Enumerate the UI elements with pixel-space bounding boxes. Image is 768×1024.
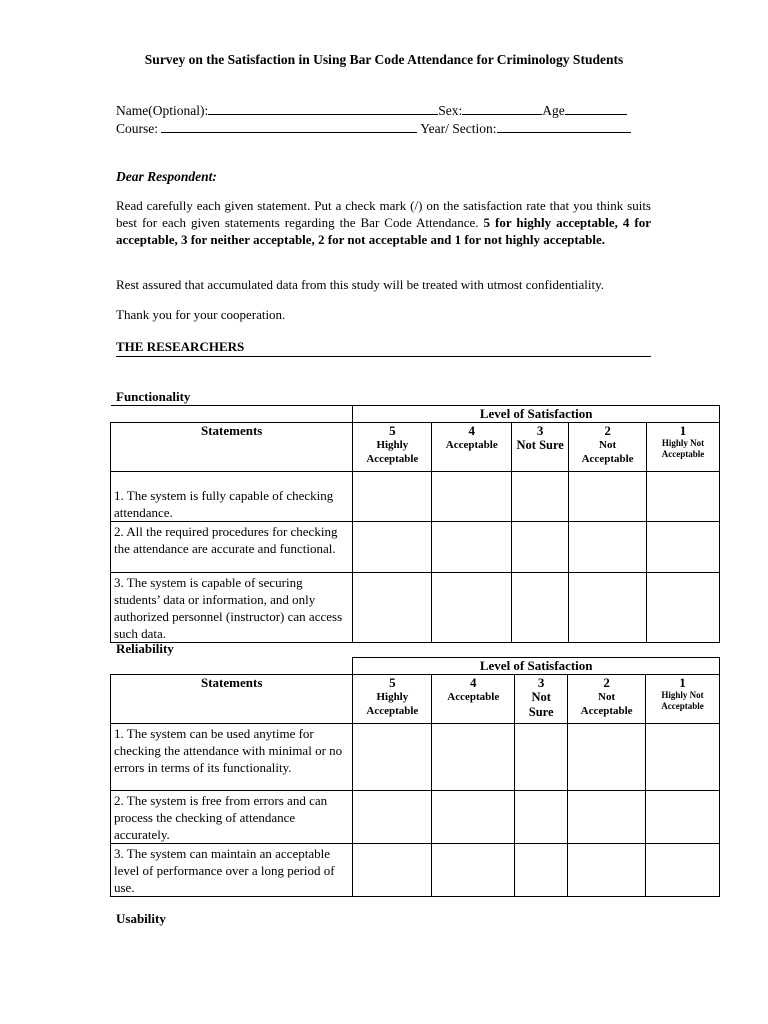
rating-cell-3[interactable] (512, 573, 569, 643)
sex-label: Sex: (438, 103, 463, 118)
rating-3-header: 3 Not Sure (512, 423, 569, 472)
rating-cell-4[interactable] (432, 844, 515, 897)
table-row (111, 791, 720, 844)
rating-cell-3[interactable] (515, 724, 568, 791)
rating-cell-3[interactable] (512, 522, 569, 573)
rating-cell-1[interactable] (647, 522, 720, 573)
statements-header: Statements (111, 675, 353, 724)
rating-cell-2[interactable] (568, 791, 646, 844)
instructions-normal: Read carefully each given statement. Put a check mark (/) on the satisfaction rate that you think suits best for each given statements regarding the Bar Code Attendance. (116, 198, 651, 230)
rating-cell-2[interactable] (569, 573, 647, 643)
rating-5-header: 5 Highly Acceptable (353, 423, 432, 472)
rating-cell-5[interactable] (353, 844, 432, 897)
statement-cell: 2. All the required procedures for checking the attendance are accurate and functional. (111, 522, 353, 573)
year-section-label: Year/ Section: (420, 121, 497, 136)
course-year-line (116, 120, 631, 137)
instructions (116, 197, 651, 248)
name-label: Name(Optional): (116, 103, 209, 118)
age-field[interactable] (565, 102, 627, 115)
table-row (111, 472, 720, 522)
age-label: Age (542, 103, 565, 118)
section-title-reliability: Reliability (116, 641, 174, 656)
rating-cell-2[interactable] (569, 472, 647, 522)
rating-cell-3[interactable] (515, 791, 568, 844)
rating-cell-4[interactable] (432, 573, 512, 643)
rating-cell-3[interactable] (515, 844, 568, 897)
section-title-functionality: Functionality (116, 389, 191, 404)
statement-cell: 1. The system can be used anytime for checking the attendance with minimal or no errors in terms of its functionality. (111, 724, 353, 791)
level-of-satisfaction-header: Level of Satisfaction (353, 658, 720, 675)
statement-cell: 3. The system is capable of securing students’ data or information, and only authorized personnel (instructor) can access such data. (111, 573, 353, 643)
rating-cell-4[interactable] (432, 472, 512, 522)
researchers-heading: THE RESEARCHERS (116, 339, 651, 357)
rating-cell-1[interactable] (647, 573, 720, 643)
rating-cell-5[interactable] (353, 791, 432, 844)
course-label: Course: (116, 121, 158, 136)
table-row (111, 844, 720, 897)
dear-respondent: Dear Respondent: (116, 169, 217, 184)
sex-field[interactable] (462, 102, 542, 115)
name-field[interactable] (208, 102, 438, 115)
rating-3-header: 3 Not Sure (515, 675, 568, 724)
rating-cell-5[interactable] (353, 472, 432, 522)
rating-4-header: 4 Acceptable (432, 675, 515, 724)
table-row (111, 522, 720, 573)
rating-cell-5[interactable] (353, 724, 432, 791)
year-section-field[interactable] (497, 120, 631, 133)
rating-cell-1[interactable] (647, 472, 720, 522)
rating-cell-4[interactable] (432, 791, 515, 844)
table-row (111, 573, 720, 643)
table-row (111, 724, 720, 791)
table-corner (111, 658, 353, 675)
rating-cell-2[interactable] (568, 724, 646, 791)
reliability-table (110, 657, 720, 897)
statement-cell: 1. The system is fully capable of checking attendance. (111, 472, 353, 522)
rating-cell-1[interactable] (646, 724, 720, 791)
rating-cell-4[interactable] (432, 724, 515, 791)
rating-cell-1[interactable] (646, 844, 720, 897)
rating-1-header: 1 Highly Not Acceptable (646, 675, 720, 724)
statements-header: Statements (111, 423, 353, 472)
rating-cell-4[interactable] (432, 522, 512, 573)
rating-1-header: 1 Highly Not Acceptable (647, 423, 720, 472)
statement-cell: 2. The system is free from errors and can process the checking of attendance accurately. (111, 791, 353, 844)
thanks-note: Thank you for your cooperation. (116, 307, 286, 322)
statement-cell: 3. The system can maintain an acceptable level of performance over a long period of use. (111, 844, 353, 897)
table-corner (111, 406, 353, 423)
rating-4-header: 4 Acceptable (432, 423, 512, 472)
survey-title: Survey on the Satisfaction in Using Bar Code Attendance for Criminology Students (144, 52, 624, 67)
functionality-table (110, 405, 720, 643)
rating-cell-1[interactable] (646, 791, 720, 844)
level-of-satisfaction-header: Level of Satisfaction (353, 406, 720, 423)
section-title-usability: Usability (116, 911, 166, 926)
instructions-bold: 5 for highly acceptable, 4 for acceptable, 3 for neither acceptable, 2 for not acceptable and 1 for not highly acceptable. (116, 215, 651, 247)
name-sex-age-line (116, 102, 627, 119)
rating-cell-3[interactable] (512, 472, 569, 522)
confidentiality-note: Rest assured that accumulated data from this study will be treated with utmost confidentiality. (116, 277, 604, 292)
rating-cell-2[interactable] (568, 844, 646, 897)
rating-5-header: 5 Highly Acceptable (353, 675, 432, 724)
rating-2-header: 2 Not Acceptable (569, 423, 647, 472)
rating-cell-2[interactable] (569, 522, 647, 573)
course-field[interactable] (161, 120, 417, 133)
rating-cell-5[interactable] (353, 573, 432, 643)
rating-cell-5[interactable] (353, 522, 432, 573)
rating-2-header: 2 Not Acceptable (568, 675, 646, 724)
